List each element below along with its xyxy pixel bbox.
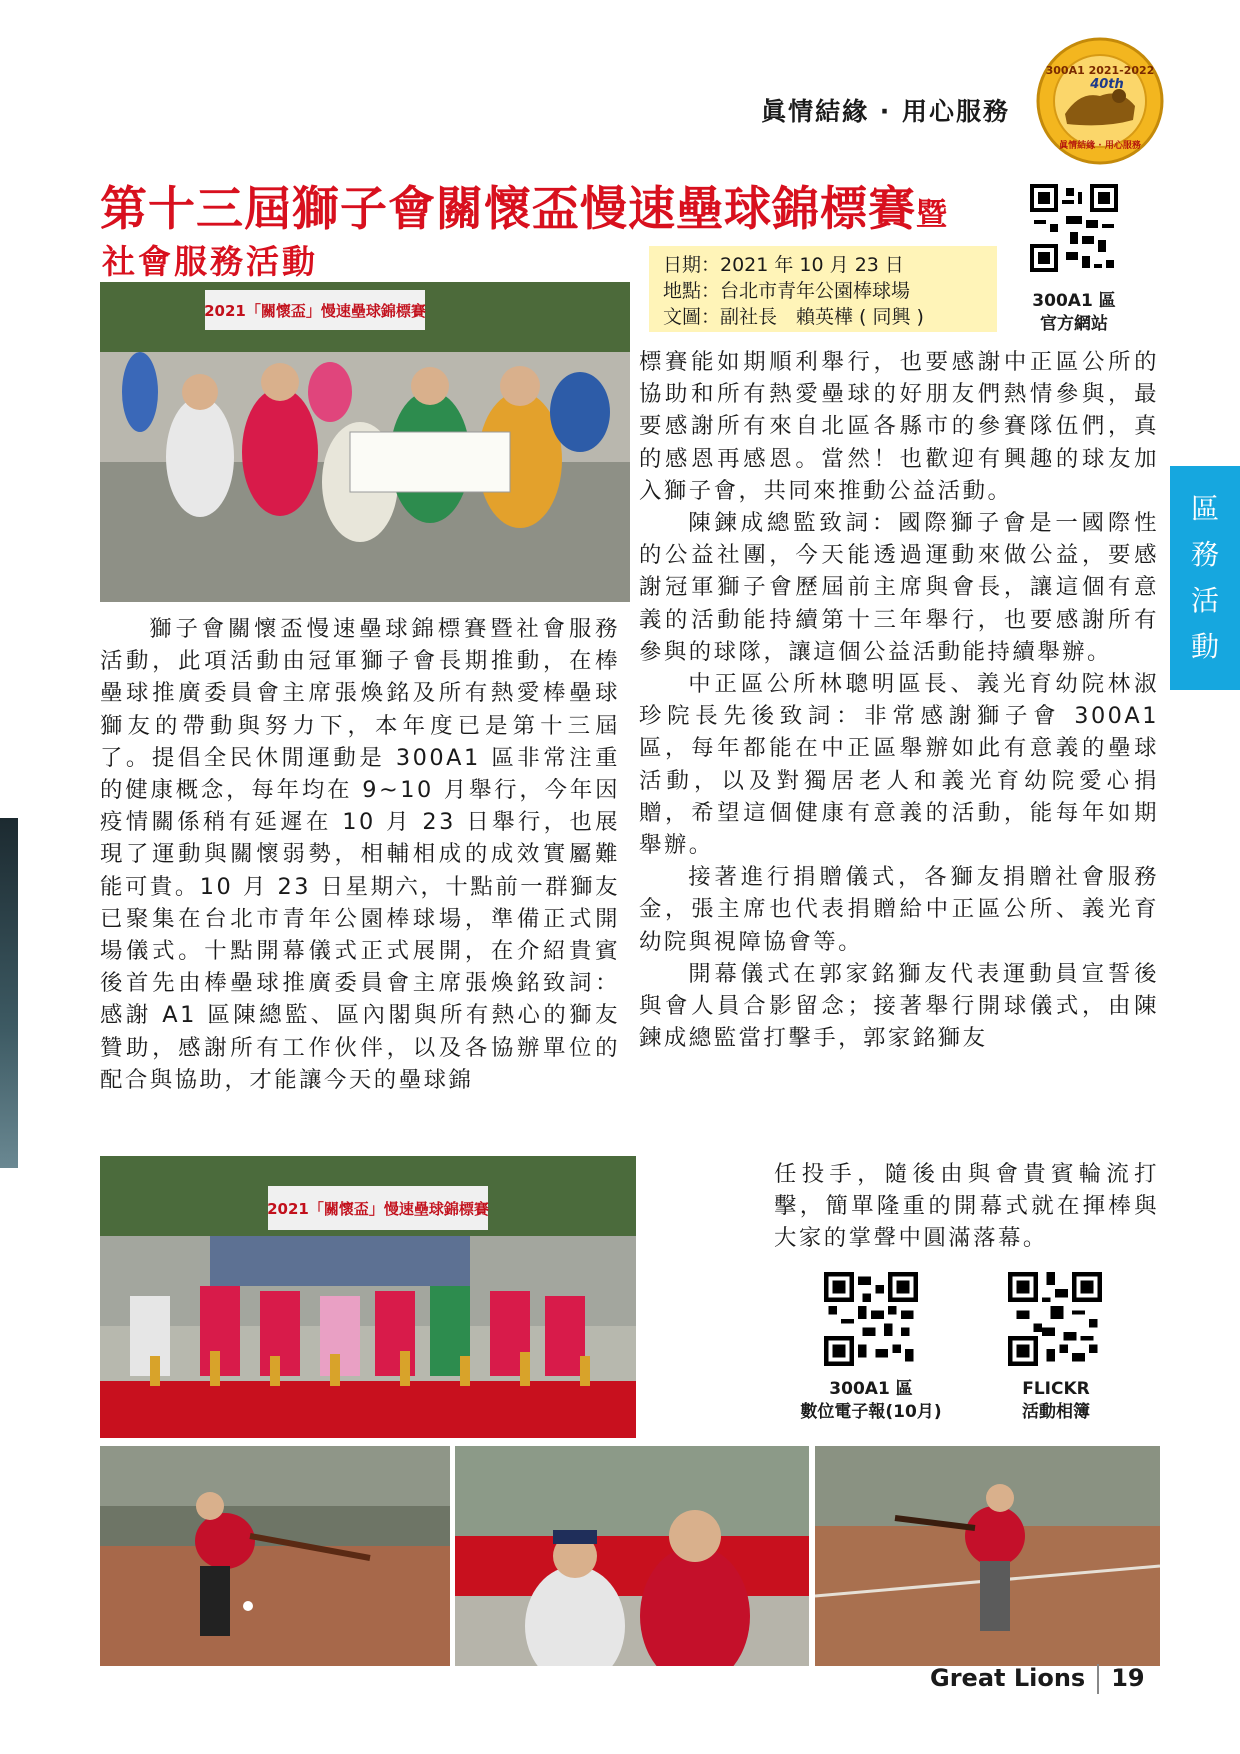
article-body-right-end — [774, 1158, 1159, 1255]
paragraph: 標賽能如期順利舉行，也要感謝中正區公所的協助和所有熱愛壘球的好朋友們熱情參與，最要感謝所有來自北區各縣市的參賽隊伍們，真的感恩再感恩。當然！也歡迎有興趣的球友加入獅子會，共同來推動公益活動。 — [639, 349, 1159, 504]
event-info-box — [649, 246, 997, 332]
article-title: 第十三屆獅子會關懷盃慢速壘球錦標賽暨 — [100, 182, 948, 237]
banner-text: 2021「關懷盃」慢速壘球錦標賽 — [267, 1200, 489, 1218]
photo-donation-ceremony — [100, 282, 630, 602]
article-body-left — [100, 613, 620, 1096]
badge-year-text: 40th — [1090, 77, 1124, 92]
event-place: 地點：台北市青年公園棒球場 — [663, 280, 911, 302]
banner-text: 2021「關懷盃」慢速壘球錦標賽 — [204, 302, 426, 320]
qr-newsletter-caption: 300A1 區 數位電子報(10月) — [800, 1379, 942, 1422]
footer-divider — [1097, 1664, 1099, 1694]
qr-e-newsletter[interactable] — [824, 1272, 918, 1366]
article-body-right — [639, 346, 1159, 1054]
adjacent-page-edge — [0, 818, 18, 1168]
qr-flickr-album[interactable] — [1008, 1272, 1102, 1366]
section-tab-char: 活 — [1190, 584, 1219, 617]
section-tab-char: 動 — [1190, 630, 1219, 663]
event-date: 日期：2021 年 10 月 23 日 — [663, 254, 904, 276]
paragraph: 中正區公所林聰明區長、義光育幼院林淑珍院長先後致詞：非常感謝獅子會 300A1 區，每年都能在中正區舉辦如此有意義的壘球活動，以及對獨居老人和義光育幼院愛心捐贈，希望這個健康有意義的活動，能每年如期舉辦。 — [639, 671, 1159, 859]
section-tab — [1170, 466, 1240, 690]
section-tab-char: 區 — [1190, 492, 1219, 525]
slogan: 眞情結緣 · 用心服務 — [761, 97, 1010, 126]
paragraph: 獅子會關懷盃慢速壘球錦標賽暨社會服務活動，此項活動由冠軍獅子會長期推動，在棒壘球推廣委員會主席張煥銘及所有熱愛棒壘球獅友的帶動與努力下，本年度已是第十三屆了。提倡全民休閒運動是 300A1 區非常注重的健康概念，每年均在 9~10 月舉行，今年因疫情關係稍有延遲在 10 月 23 日舉行，也展現了運動與關懷弱勢，相輔相成的成效實屬難能可貴。10 月 23 日星期六，十點前一群獅友已聚集在台北市青年公園棒球場，準備正式開場儀式。十點開幕儀式正式展開，在介紹貴賓後首先由棒壘球推廣委員會主席張煥銘致詞：感謝 A1 區陳總監、區內閣與所有熱心的獅友贊助，感謝所有工作伙伴，以及各協辦單位的配合與協助，才能讓今天的壘球錦 — [100, 616, 620, 1093]
photo-pitcher-and-batter — [455, 1446, 809, 1666]
paragraph: 陳鍊成總監致詞：國際獅子會是一國際性的公益社團，今天能透過運動來做公益，要感謝冠軍獅子會歷屆前主席與會長，讓這個有意義的活動能持續第十三年舉行，也要感謝所有參與的球隊，讓這個公益活動能持續舉辦。 — [639, 510, 1159, 665]
section-tab-char: 務 — [1190, 538, 1219, 571]
photo-batter-2 — [815, 1446, 1160, 1666]
paragraph: 開幕儀式在郭家銘獅友代表運動員宣誓後與會人員合影留念；接著舉行開球儀式，由陳鍊成總監當打擊手，郭家銘獅友 — [639, 960, 1159, 1052]
badge-top-text: 300A1 2021-2022 — [1045, 64, 1155, 77]
paragraph: 接著進行捐贈儀式，各獅友捐贈社會服務金，張主席也代表捐贈給中正區公所、義光育幼院與視障協會等。 — [639, 864, 1159, 955]
photo-batter-1 — [100, 1446, 450, 1666]
magazine-name: Great Lions — [930, 1664, 1086, 1692]
anniversary-badge — [1035, 36, 1165, 166]
paragraph: 任投手，隨後由與會貴賓輪流打擊，簡單隆重的開幕式就在揮棒與大家的掌聲中圓滿落幕。 — [774, 1161, 1159, 1252]
page-footer — [930, 1664, 1145, 1694]
qr-official-caption: 300A1 區 官方網站 — [1032, 291, 1116, 334]
badge-bottom-text: 眞情結緣 · 用心服務 — [1059, 141, 1141, 151]
photo-group — [100, 1156, 636, 1438]
qr-flickr-caption: FLICKR 活動相簿 — [1022, 1379, 1090, 1422]
qr-official-website[interactable] — [1030, 184, 1118, 272]
event-author: 文圖：副社長 賴英樺 ( 同興 ) — [663, 306, 924, 328]
title-suffix: 暨 — [916, 197, 948, 233]
page-number: 19 — [1111, 1664, 1145, 1692]
article-subtitle: 社會服務活動 — [102, 242, 318, 281]
